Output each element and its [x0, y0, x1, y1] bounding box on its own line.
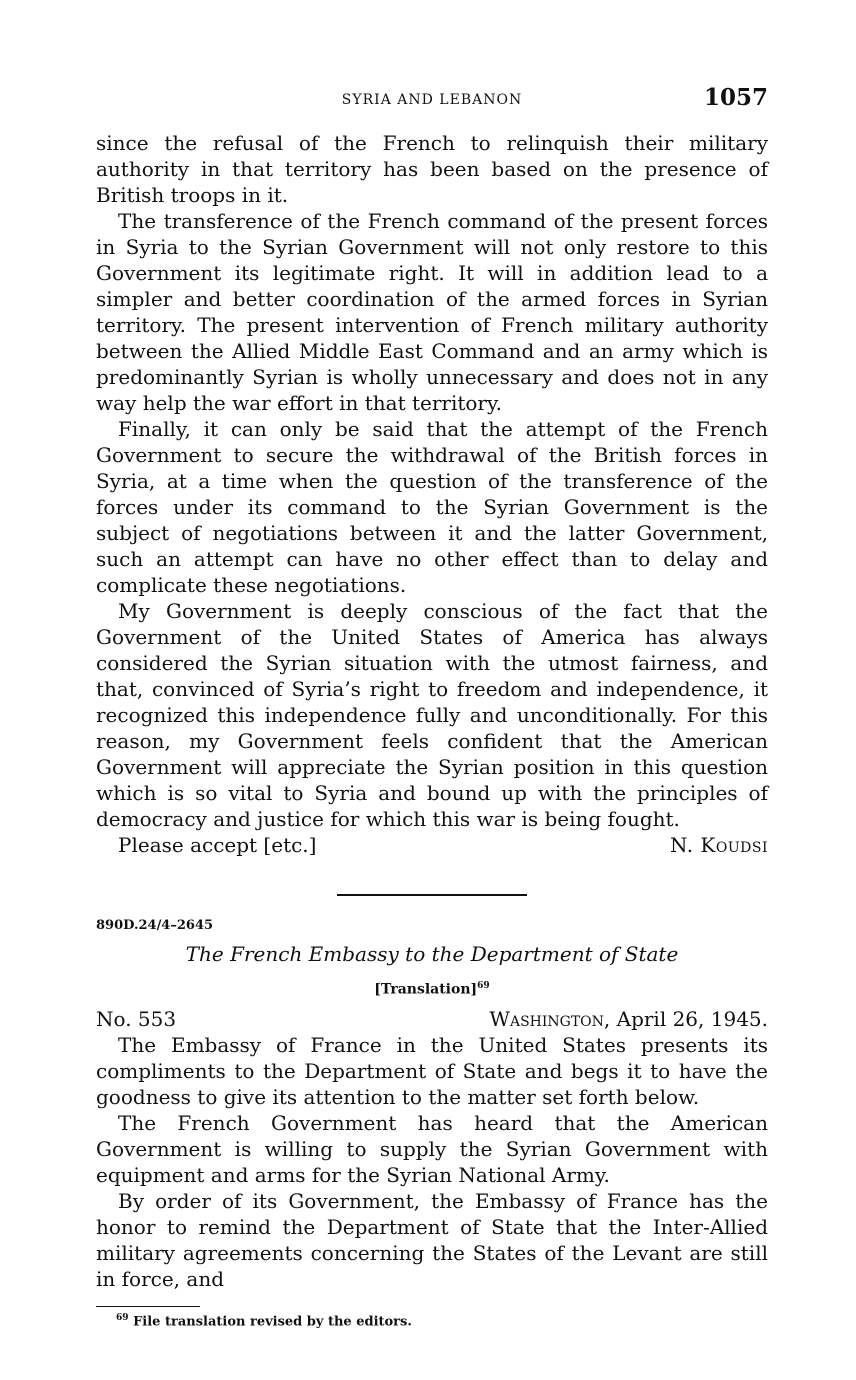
dateline-place: Washington — [489, 1006, 604, 1031]
note-paragraph-3: By order of its Government, the Embassy of France has the honor to remind the Department of State that the Inter-Allied military agreements concerning the States of the Levant are still in force, and — [96, 1188, 768, 1291]
signature: N. Koudsi — [670, 833, 768, 857]
note-number: No. 553 — [96, 1006, 177, 1031]
footnote-reference-mark: 69 — [477, 981, 490, 991]
closing-row — [96, 832, 768, 858]
footnote-divider — [96, 1306, 200, 1307]
dateline-date: , April 26, 1945. — [603, 1006, 768, 1031]
dateline — [489, 1006, 768, 1032]
running-title: SYRIA AND LEBANON — [341, 92, 523, 108]
footnote-text: File translation revised by the editors. — [133, 1313, 412, 1329]
note-paragraph-1: The Embassy of France in the United States presents its compliments to the Department of State and begs it to have the goodness to give its attention to the matter set forth below. — [96, 1032, 768, 1109]
document-title: The French Embassy to the Department of State — [185, 942, 679, 966]
translation-label — [96, 981, 768, 998]
footnote — [96, 1313, 768, 1329]
letter-paragraph-1: since the refusal of the French to relinquish their military authority in that territory has been based on the presence of British troops in it. — [96, 131, 768, 207]
letter-paragraph-2: The transference of the French command of the present forces in Syria to the Syrian Government will not only restore to this Government its legitimate right. It will in addition lead to a simpler and better coordination of the armed forces in Syrian territory. The present intervention of French military authority between the Allied Middle East Command and an army which is predominantly Syrian is wholly unnecessary and does not in any way help the war effort in that territory. — [96, 209, 768, 415]
page-number: 1057 — [703, 84, 768, 111]
section-divider — [337, 894, 527, 896]
file-number: 890D.24/4–2645 — [96, 918, 214, 933]
dateline-row — [96, 1006, 768, 1032]
note-paragraph-2: The French Government has heard that the American Government is willing to supply the Syrian Government with equipment and arms for the Syrian National Army. — [96, 1110, 768, 1187]
running-head — [96, 84, 768, 118]
closing-text: Please accept [etc.] — [118, 833, 317, 857]
letter-paragraph-4: My Government is deeply conscious of the fact that the Government of the United States of America has always considered the Syrian situation with the utmost fairness, and that, convinced of Syria’s right to freedom and independence, it recognized this independence fully and unconditionally. For this reason, my Government feels confident that the American Government will appreciate the Syrian position in this question which is so vital to Syria and bound up with the principles of democracy and justice for which this war is being fought. — [96, 599, 768, 831]
translation-label-text: [Translation] — [374, 981, 478, 998]
footnote-mark: 69 — [116, 1312, 129, 1323]
document-page — [96, 84, 768, 1329]
letter-paragraph-3: Finally, it can only be said that the attempt of the French Government to secure the withdrawal of the British forces in Syria, at a time when the question of the transference of the forces under its command to the Syrian Government is the subject of negotiations between it and the latter Government, such an attempt can have no other effect than to delay and complicate these negotiations. — [96, 417, 768, 597]
